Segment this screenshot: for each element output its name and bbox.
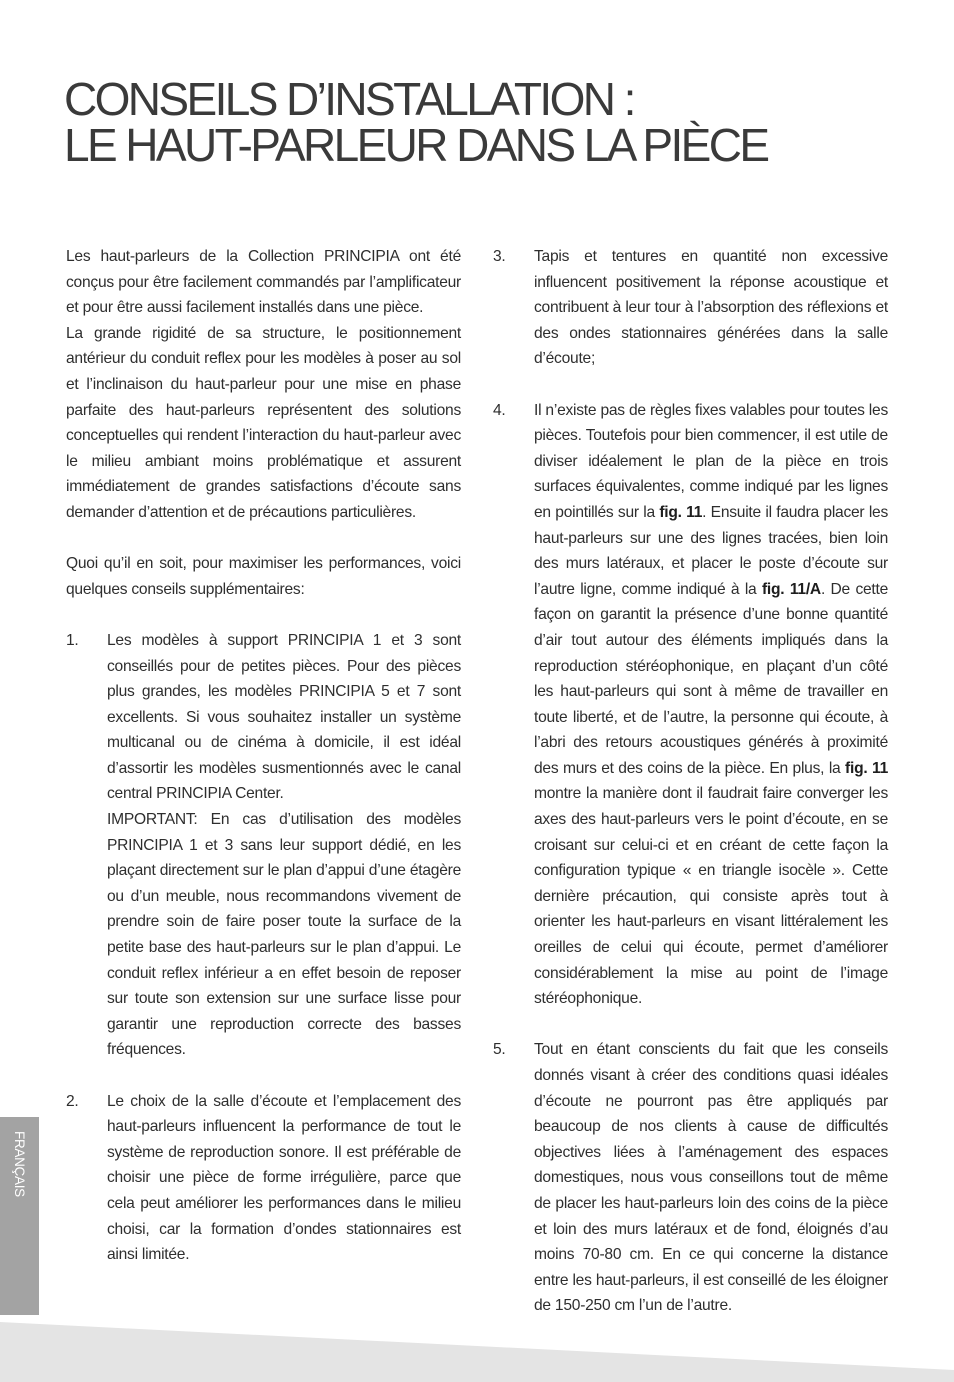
text-run: . De cette façon on garantit la présence d’une bonne quantité d’air tout autour des éléments impliqués dans la reproduction stéréophonique, en plaçant d’un côté les haut-parleurs qui sont à même de travailler en toute liberté, et de l’autre, la personne qui écoute, à l’abri des retours acoustiques générés à proximité des murs et des coins de la pièce. En plus, la	[534, 580, 889, 777]
page-title-line-2: LE HAUT-PARLEUR DANS LA PIÈCE	[64, 119, 768, 171]
spacer	[66, 526, 461, 552]
figure-reference: fig. 11/A	[761, 580, 821, 598]
list-item-1	[66, 628, 461, 1063]
spacer	[66, 1063, 461, 1089]
list-item-body	[534, 1037, 888, 1319]
intro-paragraph-1: Les haut-parleurs de la Collection PRINCIPIA ont été conçus pour être facilement commandés par l’amplificateur et pour être aussi facilement installés dans une pièce.	[66, 248, 461, 317]
figure-reference: fig. 11	[659, 503, 703, 521]
list-item-body	[534, 398, 888, 1012]
left-column	[66, 244, 461, 1268]
language-tab-label: FRANÇAIS	[12, 1131, 27, 1197]
text-run: . Ensuite il faudra placer les haut-parleurs sur une des lignes tracées, bien loin des murs latéraux, et placer le poste d’écoute sur l’autre ligne, comme indiqué à la	[534, 503, 889, 598]
language-tab	[0, 1117, 39, 1315]
list-item-number: 1.	[66, 631, 79, 649]
right-column	[493, 244, 888, 1319]
intro-paragraph-3: Quoi qu’il en soit, pour maximiser les performances, voici quelques conseils supplémentaires:	[66, 555, 461, 598]
list-item-number: 2.	[66, 1092, 79, 1110]
list-item-1-important: IMPORTANT: En cas d’utilisation des modèles PRINCIPIA 1 et 3 sans leur support dédié, en les plaçant directement sur le plan d’appui d’une étagère ou d’un meuble, nous recommandons vivement de prendre soin de faire poser toute la surface de la petite base des haut-parleurs sur le plan d’appui. Le conduit reflex inférieur a en effet besoin de reposer sur toute son extension sur une surface lisse pour garantir une reproduction correcte des basses fréquences.	[107, 811, 461, 1059]
list-item-body	[534, 244, 888, 372]
bottom-band	[0, 1322, 954, 1382]
list-item-body	[107, 628, 461, 1063]
list-item-number: 5.	[493, 1041, 506, 1059]
text-run: Il n’existe pas de règles fixes valables pour toutes les pièces. Toutefois pour bien commencer, il est utile de diviser idéalement le plan de la pièce en trois surfaces équivalentes, comme indiqué par les lignes en pointillés sur la	[534, 401, 888, 521]
spacer	[493, 372, 888, 398]
spacer	[66, 602, 461, 628]
intro-paragraph-2: La grande rigidité de sa structure, le positionnement antérieur du conduit reflex pour les modèles à poser au sol et l’inclinaison du haut-parleur pour une mise en phase parfaite des haut-parleurs représentent des solutions conceptuelles qui rendent l’interaction du haut-parleur avec le milieu ambiant moins problématique et assurent immédiatement de grandes satisfactions d’écoute sans demander d’attention et de précautions particulières.	[66, 324, 461, 521]
page-title-line-1: CONSEILS D’INSTALLATION :	[64, 73, 634, 125]
page-title	[64, 73, 768, 171]
text-run: montre la manière dont il faudrait faire converger les axes des haut-parleurs vers le point d’écoute, en se croisant sur celui-ci et en créant de cette façon la configuration typique « en triangle isocèle ». Cette dernière précaution, qui consiste après tout à orienter les haut-parleurs en visant littéralement les oreilles de celui qui écoute, permet d’améliorer considérablement la mise au point de l’image stéréophonique.	[534, 785, 888, 1008]
list-item-number: 3.	[493, 248, 506, 265]
list-item-3	[493, 244, 888, 372]
bottom-band-shape	[0, 1322, 954, 1382]
list-item-5	[493, 1037, 888, 1319]
list-item-4-text	[534, 398, 888, 1012]
list-item-2	[66, 1089, 461, 1268]
list-item-number: 4.	[493, 401, 506, 419]
list-item-body	[107, 1089, 461, 1268]
list-item-2-text: Le choix de la salle d’écoute et l’emplacement des haut-parleurs influencent la performance de tout le système de reproduction sonore. Il est préférable de choisir une pièce de forme irrégulière, parce que cela peut améliorer les performances dans le milieu choisi, car la formation d’ondes stationnaires est ainsi limitée.	[107, 1092, 461, 1264]
spacer	[493, 1012, 888, 1038]
list-item-1-text: Les modèles à support PRINCIPIA 1 et 3 sont conseillés pour de petites pièces. Pour des pièces plus grandes, les modèles PRINCIPIA 5 et 7 sont excellents. Si vous souhaitez installer un système multicanal ou de cinéma à domicile, il est idéal d’assortir les modèles susmentionnés avec le canal central PRINCIPIA Center.	[107, 631, 461, 803]
list-item-3-text: Tapis et tentures en quantité non excessive influencent positivement la réponse acoustique et contribuent à leur tour à l’absorption des réflexions et des ondes stationnaires générées dans la salle d’écoute;	[534, 248, 888, 368]
list-item-5-text: Tout en étant conscients du fait que les conseils donnés visant à créer des conditions quasi idéales d’écoute ne pourront pas être appliqués par beaucoup de nos clients à cause de difficultés objectives liées à l’aménagement des espaces domestiques, nous vous conseillons tout de même de placer les haut-parleurs loin des coins de la pièce et loin des murs latéraux et de fond, éloignés d’au moins 70-80 cm. En ce qui concerne la distance entre les haut-parleurs, il est conseillé de les éloigner de 150-250 cm l’un de l’autre.	[534, 1041, 888, 1315]
figure-reference: fig. 11	[845, 759, 889, 777]
list-item-4	[493, 398, 888, 1012]
